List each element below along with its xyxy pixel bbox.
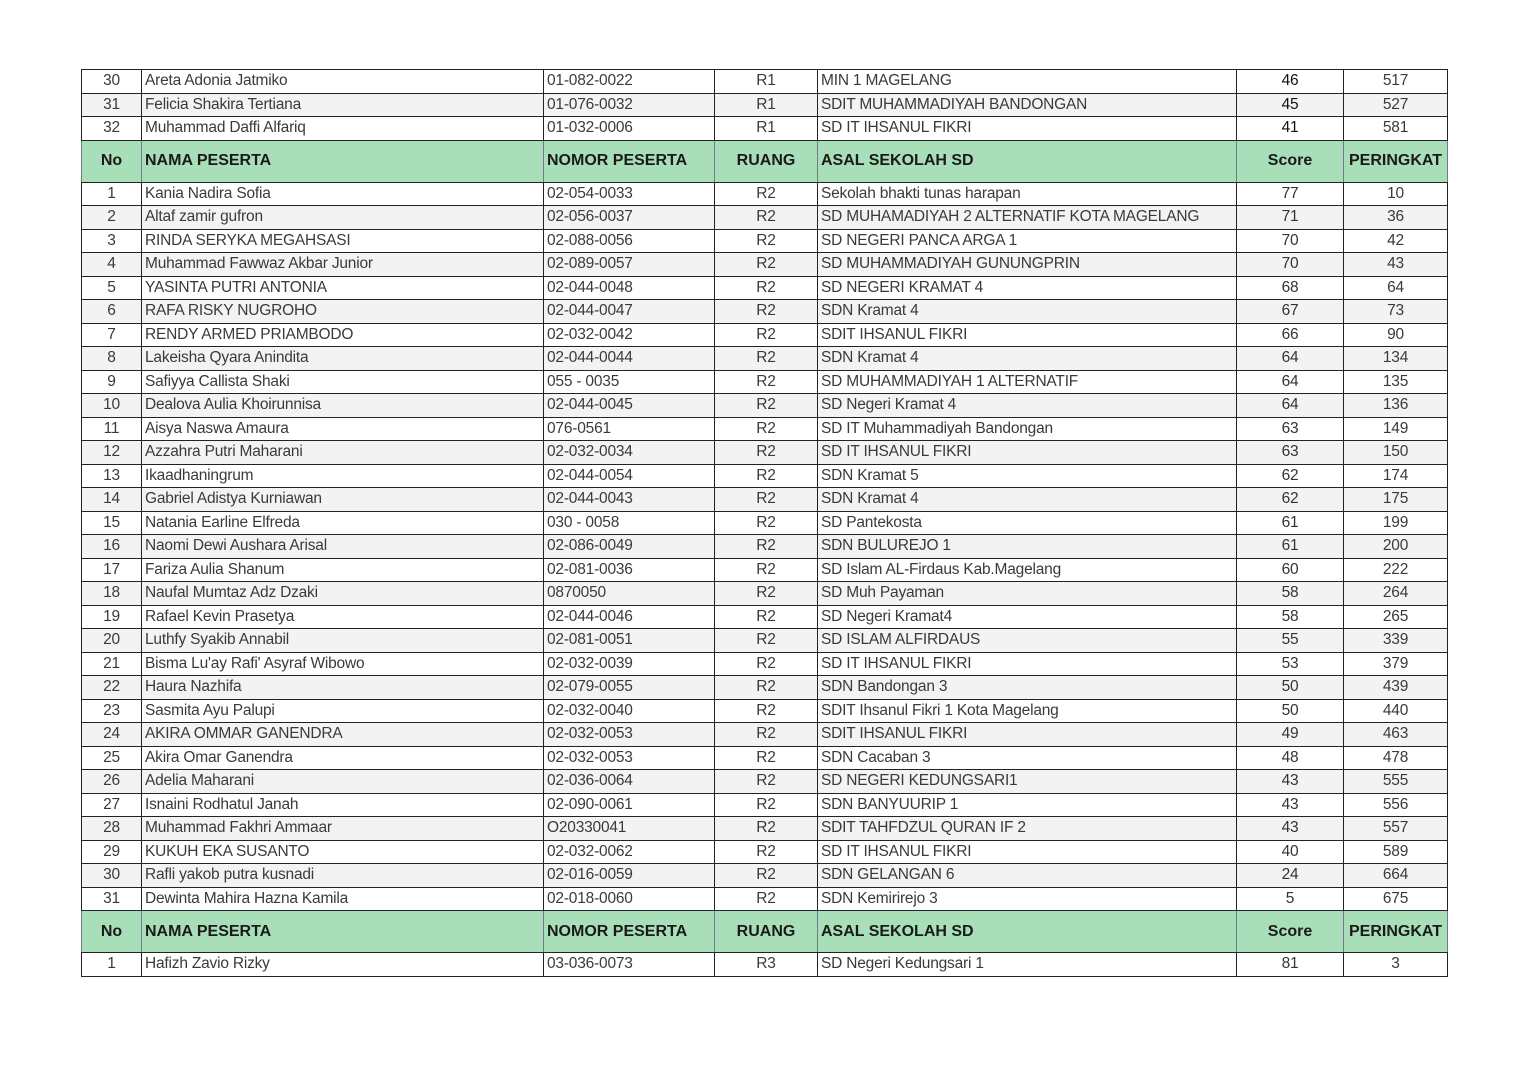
cell-nama-peserta: Hafizh Zavio Rizky xyxy=(142,953,544,977)
cell-nomor-peserta: 02-081-0051 xyxy=(544,629,715,653)
cell-ruang: R2 xyxy=(715,746,818,770)
table-row xyxy=(82,229,1448,253)
column-header-row xyxy=(82,911,1448,953)
cell-peringkat: 264 xyxy=(1344,582,1448,606)
cell-asal-sekolah: SD IT Muhammadiyah Bandongan xyxy=(818,417,1237,441)
cell-nomor-peserta: 02-079-0055 xyxy=(544,676,715,700)
cell-nama-peserta: Bisma Lu'ay Rafi' Asyraf Wibowo xyxy=(142,652,544,676)
cell-nama-peserta: Naomi Dewi Aushara Arisal xyxy=(142,535,544,559)
cell-nomor-peserta: 02-056-0037 xyxy=(544,206,715,230)
cell-score: 46 xyxy=(1237,70,1344,94)
cell-peringkat: 581 xyxy=(1344,117,1448,141)
cell-score: 68 xyxy=(1237,276,1344,300)
cell-ruang: R1 xyxy=(715,70,818,94)
table-row xyxy=(82,723,1448,747)
cell-no: 15 xyxy=(82,511,142,535)
cell-ruang: R2 xyxy=(715,300,818,324)
cell-nama-peserta: AKIRA OMMAR GANENDRA xyxy=(142,723,544,747)
cell-nomor-peserta: 02-044-0044 xyxy=(544,347,715,371)
cell-asal-sekolah: SDIT IHSANUL FIKRI xyxy=(818,323,1237,347)
cell-peringkat: 90 xyxy=(1344,323,1448,347)
cell-nama-peserta: Felicia Shakira Tertiana xyxy=(142,93,544,117)
cell-no: 23 xyxy=(82,699,142,723)
cell-peringkat: 265 xyxy=(1344,605,1448,629)
ranking-table xyxy=(81,69,1448,977)
cell-score: 67 xyxy=(1237,300,1344,324)
cell-nama-peserta: Sasmita Ayu Palupi xyxy=(142,699,544,723)
table-row xyxy=(82,370,1448,394)
cell-nama-peserta: Azzahra Putri Maharani xyxy=(142,441,544,465)
cell-no: 10 xyxy=(82,394,142,418)
cell-asal-sekolah: SDN Bandongan 3 xyxy=(818,676,1237,700)
cell-asal-sekolah: SDN Kramat 4 xyxy=(818,300,1237,324)
cell-no: 9 xyxy=(82,370,142,394)
cell-nama-peserta: Isnaini Rodhatul Janah xyxy=(142,793,544,817)
cell-nama-peserta: Akira Omar Ganendra xyxy=(142,746,544,770)
cell-asal-sekolah: SD MUHAMMADIYAH GUNUNGPRIN xyxy=(818,253,1237,277)
cell-peringkat: 478 xyxy=(1344,746,1448,770)
cell-nama-peserta: Fariza Aulia Shanum xyxy=(142,558,544,582)
cell-peringkat: 73 xyxy=(1344,300,1448,324)
cell-ruang: R3 xyxy=(715,953,818,977)
table-row xyxy=(82,347,1448,371)
cell-no: 1 xyxy=(82,953,142,977)
cell-asal-sekolah: SD IT IHSANUL FIKRI xyxy=(818,652,1237,676)
cell-ruang: R2 xyxy=(715,206,818,230)
cell-nama-peserta: Safiyya Callista Shaki xyxy=(142,370,544,394)
cell-ruang: R2 xyxy=(715,676,818,700)
cell-score: 58 xyxy=(1237,582,1344,606)
table-row xyxy=(82,953,1448,977)
cell-no: 13 xyxy=(82,464,142,488)
cell-nomor-peserta: 02-032-0053 xyxy=(544,746,715,770)
cell-score: 63 xyxy=(1237,417,1344,441)
column-header-ruang: RUANG xyxy=(715,911,818,953)
cell-ruang: R2 xyxy=(715,605,818,629)
cell-nomor-peserta: 02-016-0059 xyxy=(544,864,715,888)
cell-no: 24 xyxy=(82,723,142,747)
table-row xyxy=(82,182,1448,206)
cell-ruang: R2 xyxy=(715,417,818,441)
cell-nama-peserta: Haura Nazhifa xyxy=(142,676,544,700)
cell-peringkat: 664 xyxy=(1344,864,1448,888)
cell-asal-sekolah: SDIT TAHFDZUL QURAN IF 2 xyxy=(818,817,1237,841)
cell-asal-sekolah: SDN GELANGAN 6 xyxy=(818,864,1237,888)
table-row xyxy=(82,488,1448,512)
cell-nomor-peserta: 02-044-0045 xyxy=(544,394,715,418)
cell-score: 77 xyxy=(1237,182,1344,206)
cell-nomor-peserta: 02-032-0040 xyxy=(544,699,715,723)
table-row xyxy=(82,558,1448,582)
cell-asal-sekolah: SDIT Ihsanul Fikri 1 Kota Magelang xyxy=(818,699,1237,723)
cell-no: 32 xyxy=(82,117,142,141)
column-header-score: Score xyxy=(1237,140,1344,182)
cell-peringkat: 527 xyxy=(1344,93,1448,117)
cell-ruang: R2 xyxy=(715,770,818,794)
cell-no: 7 xyxy=(82,323,142,347)
table-row xyxy=(82,582,1448,606)
cell-peringkat: 557 xyxy=(1344,817,1448,841)
cell-nomor-peserta: 02-086-0049 xyxy=(544,535,715,559)
cell-asal-sekolah: SDN BANYUURIP 1 xyxy=(818,793,1237,817)
cell-score: 45 xyxy=(1237,93,1344,117)
cell-score: 70 xyxy=(1237,229,1344,253)
cell-no: 29 xyxy=(82,840,142,864)
cell-nama-peserta: Gabriel Adistya Kurniawan xyxy=(142,488,544,512)
cell-ruang: R2 xyxy=(715,864,818,888)
cell-peringkat: 175 xyxy=(1344,488,1448,512)
cell-peringkat: 64 xyxy=(1344,276,1448,300)
cell-peringkat: 439 xyxy=(1344,676,1448,700)
cell-score: 49 xyxy=(1237,723,1344,747)
cell-no: 20 xyxy=(82,629,142,653)
cell-ruang: R2 xyxy=(715,229,818,253)
table-row xyxy=(82,394,1448,418)
cell-asal-sekolah: SD NEGERI PANCA ARGA 1 xyxy=(818,229,1237,253)
cell-ruang: R2 xyxy=(715,488,818,512)
cell-peringkat: 136 xyxy=(1344,394,1448,418)
cell-no: 30 xyxy=(82,70,142,94)
cell-score: 24 xyxy=(1237,864,1344,888)
cell-asal-sekolah: SDIT MUHAMMADIYAH BANDONGAN xyxy=(818,93,1237,117)
table-row xyxy=(82,206,1448,230)
cell-peringkat: 200 xyxy=(1344,535,1448,559)
cell-score: 50 xyxy=(1237,699,1344,723)
cell-asal-sekolah: SDN Cacaban 3 xyxy=(818,746,1237,770)
cell-ruang: R2 xyxy=(715,347,818,371)
cell-score: 55 xyxy=(1237,629,1344,653)
table-row xyxy=(82,864,1448,888)
table-row xyxy=(82,300,1448,324)
cell-peringkat: 440 xyxy=(1344,699,1448,723)
column-header-ruang: RUANG xyxy=(715,140,818,182)
cell-score: 53 xyxy=(1237,652,1344,676)
cell-nama-peserta: Natania Earline Elfreda xyxy=(142,511,544,535)
cell-no: 16 xyxy=(82,535,142,559)
table-row xyxy=(82,770,1448,794)
table-row xyxy=(82,253,1448,277)
cell-peringkat: 222 xyxy=(1344,558,1448,582)
cell-no: 5 xyxy=(82,276,142,300)
cell-nama-peserta: YASINTA PUTRI ANTONIA xyxy=(142,276,544,300)
cell-nomor-peserta: O20330041 xyxy=(544,817,715,841)
cell-nomor-peserta: 02-044-0046 xyxy=(544,605,715,629)
cell-peringkat: 3 xyxy=(1344,953,1448,977)
column-header-asal: ASAL SEKOLAH SD xyxy=(818,911,1237,953)
cell-ruang: R2 xyxy=(715,582,818,606)
cell-ruang: R2 xyxy=(715,793,818,817)
column-header-peringkat: PERINGKAT xyxy=(1344,911,1448,953)
cell-score: 64 xyxy=(1237,394,1344,418)
cell-nomor-peserta: 02-081-0036 xyxy=(544,558,715,582)
cell-nama-peserta: Areta Adonia Jatmiko xyxy=(142,70,544,94)
cell-nomor-peserta: 02-044-0047 xyxy=(544,300,715,324)
cell-nomor-peserta: 0870050 xyxy=(544,582,715,606)
cell-nomor-peserta: 02-044-0054 xyxy=(544,464,715,488)
table-row xyxy=(82,746,1448,770)
cell-no: 26 xyxy=(82,770,142,794)
table-row xyxy=(82,70,1448,94)
cell-nomor-peserta: 01-082-0022 xyxy=(544,70,715,94)
cell-peringkat: 339 xyxy=(1344,629,1448,653)
cell-nomor-peserta: 02-032-0042 xyxy=(544,323,715,347)
cell-asal-sekolah: SD Negeri Kedungsari 1 xyxy=(818,953,1237,977)
table-row xyxy=(82,276,1448,300)
cell-nomor-peserta: 02-018-0060 xyxy=(544,887,715,911)
table-row xyxy=(82,699,1448,723)
cell-score: 5 xyxy=(1237,887,1344,911)
cell-ruang: R2 xyxy=(715,699,818,723)
cell-asal-sekolah: SD MUHAMMADIYAH 1 ALTERNATIF xyxy=(818,370,1237,394)
table-row xyxy=(82,323,1448,347)
cell-no: 22 xyxy=(82,676,142,700)
cell-nomor-peserta: 055 - 0035 xyxy=(544,370,715,394)
cell-nama-peserta: Ikaadhaningrum xyxy=(142,464,544,488)
column-header-no: No xyxy=(82,140,142,182)
cell-nomor-peserta: 01-032-0006 xyxy=(544,117,715,141)
cell-asal-sekolah: SD Negeri Kramat 4 xyxy=(818,394,1237,418)
cell-nama-peserta: Aisya Naswa Amaura xyxy=(142,417,544,441)
cell-asal-sekolah: SD IT IHSANUL FIKRI xyxy=(818,117,1237,141)
cell-asal-sekolah: MIN 1 MAGELANG xyxy=(818,70,1237,94)
cell-nomor-peserta: 02-044-0048 xyxy=(544,276,715,300)
cell-ruang: R2 xyxy=(715,887,818,911)
cell-ruang: R2 xyxy=(715,511,818,535)
cell-nomor-peserta: 030 - 0058 xyxy=(544,511,715,535)
cell-peringkat: 463 xyxy=(1344,723,1448,747)
cell-nama-peserta: KUKUH EKA SUSANTO xyxy=(142,840,544,864)
cell-score: 61 xyxy=(1237,535,1344,559)
cell-no: 28 xyxy=(82,817,142,841)
cell-asal-sekolah: SDN Kramat 4 xyxy=(818,488,1237,512)
cell-peringkat: 174 xyxy=(1344,464,1448,488)
cell-no: 6 xyxy=(82,300,142,324)
cell-no: 27 xyxy=(82,793,142,817)
cell-ruang: R2 xyxy=(715,394,818,418)
cell-score: 48 xyxy=(1237,746,1344,770)
cell-ruang: R2 xyxy=(715,723,818,747)
cell-asal-sekolah: Sekolah bhakti tunas harapan xyxy=(818,182,1237,206)
cell-ruang: R2 xyxy=(715,817,818,841)
cell-nomor-peserta: 02-032-0062 xyxy=(544,840,715,864)
cell-peringkat: 589 xyxy=(1344,840,1448,864)
column-header-nomor: NOMOR PESERTA xyxy=(544,911,715,953)
cell-nomor-peserta: 03-036-0073 xyxy=(544,953,715,977)
cell-nomor-peserta: 02-036-0064 xyxy=(544,770,715,794)
column-header-row xyxy=(82,140,1448,182)
cell-score: 62 xyxy=(1237,488,1344,512)
table-row xyxy=(82,605,1448,629)
cell-no: 25 xyxy=(82,746,142,770)
table-row xyxy=(82,652,1448,676)
cell-ruang: R2 xyxy=(715,652,818,676)
cell-no: 8 xyxy=(82,347,142,371)
cell-nomor-peserta: 02-054-0033 xyxy=(544,182,715,206)
table-row xyxy=(82,117,1448,141)
cell-ruang: R1 xyxy=(715,117,818,141)
cell-score: 50 xyxy=(1237,676,1344,700)
cell-score: 70 xyxy=(1237,253,1344,277)
cell-score: 60 xyxy=(1237,558,1344,582)
cell-nomor-peserta: 076-0561 xyxy=(544,417,715,441)
cell-no: 31 xyxy=(82,887,142,911)
cell-score: 61 xyxy=(1237,511,1344,535)
cell-no: 1 xyxy=(82,182,142,206)
cell-peringkat: 517 xyxy=(1344,70,1448,94)
cell-score: 43 xyxy=(1237,793,1344,817)
cell-peringkat: 675 xyxy=(1344,887,1448,911)
cell-asal-sekolah: SD Pantekosta xyxy=(818,511,1237,535)
table-row xyxy=(82,840,1448,864)
cell-ruang: R2 xyxy=(715,629,818,653)
cell-ruang: R2 xyxy=(715,535,818,559)
cell-nomor-peserta: 01-076-0032 xyxy=(544,93,715,117)
cell-ruang: R2 xyxy=(715,253,818,277)
cell-no: 17 xyxy=(82,558,142,582)
column-header-nama: NAMA PESERTA xyxy=(142,140,544,182)
cell-asal-sekolah: SDN BULUREJO 1 xyxy=(818,535,1237,559)
column-header-peringkat: PERINGKAT xyxy=(1344,140,1448,182)
cell-nama-peserta: Adelia Maharani xyxy=(142,770,544,794)
table-row xyxy=(82,417,1448,441)
cell-no: 4 xyxy=(82,253,142,277)
cell-score: 40 xyxy=(1237,840,1344,864)
cell-ruang: R2 xyxy=(715,464,818,488)
cell-no: 19 xyxy=(82,605,142,629)
cell-asal-sekolah: SD IT IHSANUL FIKRI xyxy=(818,840,1237,864)
cell-ruang: R2 xyxy=(715,441,818,465)
cell-peringkat: 150 xyxy=(1344,441,1448,465)
cell-score: 81 xyxy=(1237,953,1344,977)
cell-score: 58 xyxy=(1237,605,1344,629)
cell-nama-peserta: RAFA RISKY NUGROHO xyxy=(142,300,544,324)
cell-ruang: R2 xyxy=(715,840,818,864)
cell-ruang: R2 xyxy=(715,276,818,300)
cell-asal-sekolah: SDN Kramat 5 xyxy=(818,464,1237,488)
column-header-no: No xyxy=(82,911,142,953)
cell-score: 66 xyxy=(1237,323,1344,347)
table-row xyxy=(82,629,1448,653)
table-row xyxy=(82,464,1448,488)
cell-asal-sekolah: SDIT IHSANUL FIKRI xyxy=(818,723,1237,747)
cell-nomor-peserta: 02-088-0056 xyxy=(544,229,715,253)
cell-peringkat: 199 xyxy=(1344,511,1448,535)
cell-ruang: R2 xyxy=(715,182,818,206)
cell-no: 21 xyxy=(82,652,142,676)
cell-asal-sekolah: SD ISLAM ALFIRDAUS xyxy=(818,629,1237,653)
table-row xyxy=(82,793,1448,817)
table-row xyxy=(82,676,1448,700)
cell-nomor-peserta: 02-032-0053 xyxy=(544,723,715,747)
cell-no: 30 xyxy=(82,864,142,888)
cell-nama-peserta: Naufal Mumtaz Adz Dzaki xyxy=(142,582,544,606)
cell-no: 3 xyxy=(82,229,142,253)
cell-no: 14 xyxy=(82,488,142,512)
cell-no: 11 xyxy=(82,417,142,441)
cell-nama-peserta: Muhammad Fakhri Ammaar xyxy=(142,817,544,841)
cell-asal-sekolah: SD NEGERI KRAMAT 4 xyxy=(818,276,1237,300)
cell-score: 43 xyxy=(1237,817,1344,841)
cell-score: 71 xyxy=(1237,206,1344,230)
cell-score: 43 xyxy=(1237,770,1344,794)
cell-score: 64 xyxy=(1237,370,1344,394)
cell-asal-sekolah: SD Islam AL-Firdaus Kab.Magelang xyxy=(818,558,1237,582)
cell-nama-peserta: Lakeisha Qyara Anindita xyxy=(142,347,544,371)
cell-nama-peserta: Muhammad Fawwaz Akbar Junior xyxy=(142,253,544,277)
cell-nomor-peserta: 02-032-0034 xyxy=(544,441,715,465)
cell-nama-peserta: Luthfy Syakib Annabil xyxy=(142,629,544,653)
cell-nama-peserta: Dealova Aulia Khoirunnisa xyxy=(142,394,544,418)
cell-peringkat: 379 xyxy=(1344,652,1448,676)
cell-asal-sekolah: SDN Kemirirejo 3 xyxy=(818,887,1237,911)
cell-no: 18 xyxy=(82,582,142,606)
table-row xyxy=(82,817,1448,841)
cell-nomor-peserta: 02-044-0043 xyxy=(544,488,715,512)
cell-nomor-peserta: 02-089-0057 xyxy=(544,253,715,277)
cell-nama-peserta: Rafli yakob putra kusnadi xyxy=(142,864,544,888)
cell-nama-peserta: Muhammad Daffi Alfariq xyxy=(142,117,544,141)
cell-nama-peserta: Dewinta Mahira Hazna Kamila xyxy=(142,887,544,911)
cell-peringkat: 149 xyxy=(1344,417,1448,441)
column-header-score: Score xyxy=(1237,911,1344,953)
table-row xyxy=(82,441,1448,465)
cell-asal-sekolah: SD Negeri Kramat4 xyxy=(818,605,1237,629)
table-row xyxy=(82,887,1448,911)
cell-asal-sekolah: SDN Kramat 4 xyxy=(818,347,1237,371)
column-header-nama: NAMA PESERTA xyxy=(142,911,544,953)
cell-nama-peserta: RINDA SERYKA MEGAHSASI xyxy=(142,229,544,253)
column-header-nomor: NOMOR PESERTA xyxy=(544,140,715,182)
cell-peringkat: 555 xyxy=(1344,770,1448,794)
cell-nama-peserta: Kania Nadira Sofia xyxy=(142,182,544,206)
table-row xyxy=(82,511,1448,535)
cell-score: 63 xyxy=(1237,441,1344,465)
cell-asal-sekolah: SD NEGERI KEDUNGSARI1 xyxy=(818,770,1237,794)
cell-score: 64 xyxy=(1237,347,1344,371)
cell-peringkat: 134 xyxy=(1344,347,1448,371)
cell-nomor-peserta: 02-090-0061 xyxy=(544,793,715,817)
cell-no: 2 xyxy=(82,206,142,230)
cell-peringkat: 556 xyxy=(1344,793,1448,817)
cell-score: 62 xyxy=(1237,464,1344,488)
cell-asal-sekolah: SD MUHAMADIYAH 2 ALTERNATIF KOTA MAGELANG xyxy=(818,206,1237,230)
table-row xyxy=(82,535,1448,559)
cell-no: 12 xyxy=(82,441,142,465)
cell-nama-peserta: Rafael Kevin Prasetya xyxy=(142,605,544,629)
cell-ruang: R2 xyxy=(715,370,818,394)
cell-peringkat: 43 xyxy=(1344,253,1448,277)
cell-ruang: R2 xyxy=(715,558,818,582)
cell-peringkat: 36 xyxy=(1344,206,1448,230)
cell-peringkat: 10 xyxy=(1344,182,1448,206)
cell-nomor-peserta: 02-032-0039 xyxy=(544,652,715,676)
cell-nama-peserta: RENDY ARMED PRIAMBODO xyxy=(142,323,544,347)
cell-asal-sekolah: SD Muh Payaman xyxy=(818,582,1237,606)
cell-no: 31 xyxy=(82,93,142,117)
cell-peringkat: 135 xyxy=(1344,370,1448,394)
table-row xyxy=(82,93,1448,117)
cell-ruang: R1 xyxy=(715,93,818,117)
column-header-asal: ASAL SEKOLAH SD xyxy=(818,140,1237,182)
cell-asal-sekolah: SD IT IHSANUL FIKRI xyxy=(818,441,1237,465)
cell-nama-peserta: Altaf zamir gufron xyxy=(142,206,544,230)
cell-peringkat: 42 xyxy=(1344,229,1448,253)
cell-ruang: R2 xyxy=(715,323,818,347)
cell-score: 41 xyxy=(1237,117,1344,141)
